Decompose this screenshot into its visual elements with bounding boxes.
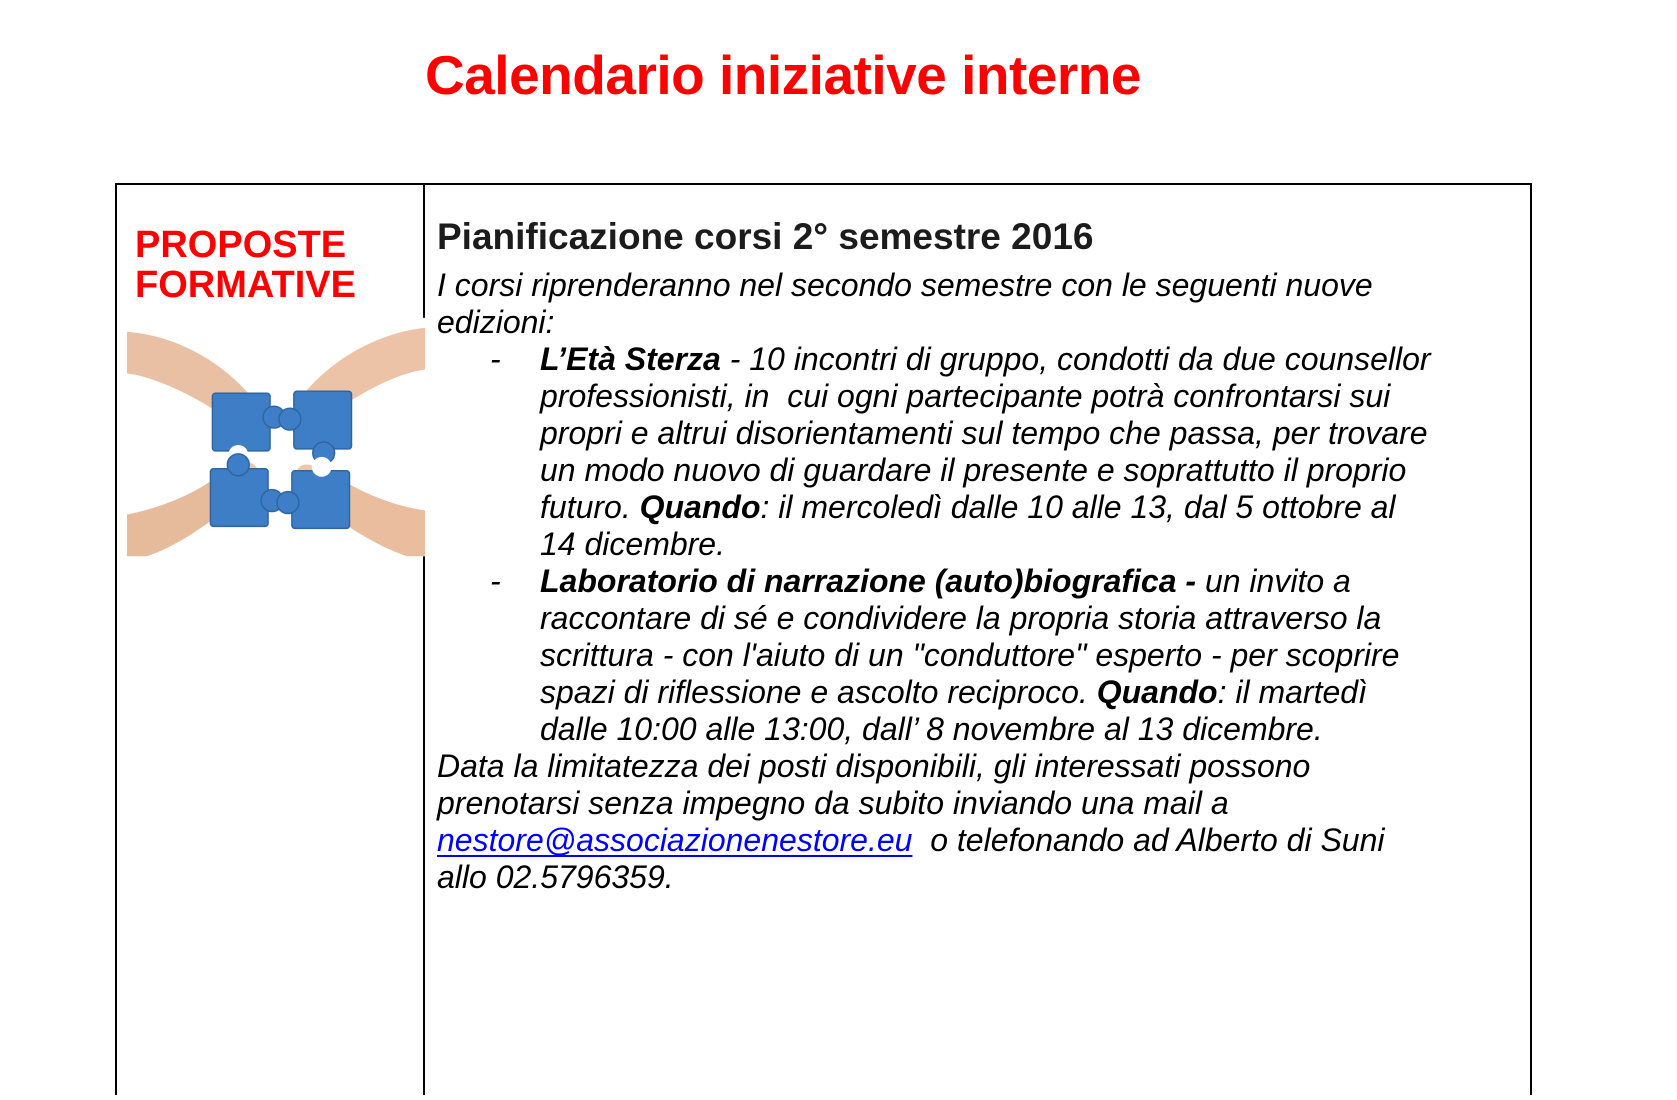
booking-paragraph — [437, 748, 1438, 896]
course-list — [437, 341, 1438, 748]
left-cell-heading — [135, 225, 423, 305]
course-sep: - — [720, 341, 750, 377]
left-heading-line2: FORMATIVE — [135, 264, 356, 306]
course-description: 10 incontri di gruppo, condotti da due counsellor professionisti, in cui ogni partecipante potrà confrontarsi sui propri e altrui disorientamenti sul tempo che passa, per trovare un modo nuovo di guardare il presente e soprattutto il proprio futuro. — [540, 341, 1431, 525]
list-dash: - — [490, 341, 501, 377]
proposte-formative-cell — [117, 185, 425, 1095]
list-dash: - — [490, 563, 501, 599]
hands-puzzle-image — [127, 317, 425, 557]
quando-schedule: : il mercoledì dalle 10 alle 13, dal 5 ottobre al 14 dicembre. — [540, 489, 1396, 562]
list-item — [437, 341, 1438, 563]
list-item — [437, 563, 1438, 748]
content-table — [115, 183, 1532, 1095]
pianificazione-cell — [425, 185, 1530, 1095]
course-sep — [1196, 563, 1205, 599]
course-title: L’Età Sterza — [540, 341, 721, 377]
quando-label: Quando — [1096, 674, 1218, 710]
booking-text-before-link: Data la limitatezza dei posti disponibili, gli interessati possono prenotarsi senza impegno da subito inviando una mail a — [437, 748, 1311, 821]
course-title: Laboratorio di narrazione (auto)biografica - — [540, 563, 1197, 599]
intro-paragraph: I corsi riprenderanno nel secondo semestre con le seguenti nuove edizioni: — [437, 267, 1373, 340]
section-heading: Pianificazione corsi 2° semestre 2016 — [437, 216, 1094, 257]
left-heading-line1: PROPOSTE — [135, 224, 347, 266]
booking-text-after-link: o telefonando ad Alberto di Suni allo 02.5796359. — [437, 822, 1385, 895]
quando-label: Quando — [639, 489, 761, 525]
email-link[interactable]: nestore@associazionenestore.eu — [437, 822, 913, 858]
page-title: Calendario iniziative interne — [425, 44, 1141, 106]
course-description: un invito a raccontare di sé e condividere la propria storia attraverso la scrittura - con l'aiuto di un "conduttore" esperto - per scoprire spazi di riflessione e ascolto reciproco. — [540, 563, 1400, 710]
quando-schedule: : il martedì dalle 10:00 alle 13:00, dall’ 8 novembre al 13 dicembre. — [540, 674, 1367, 747]
